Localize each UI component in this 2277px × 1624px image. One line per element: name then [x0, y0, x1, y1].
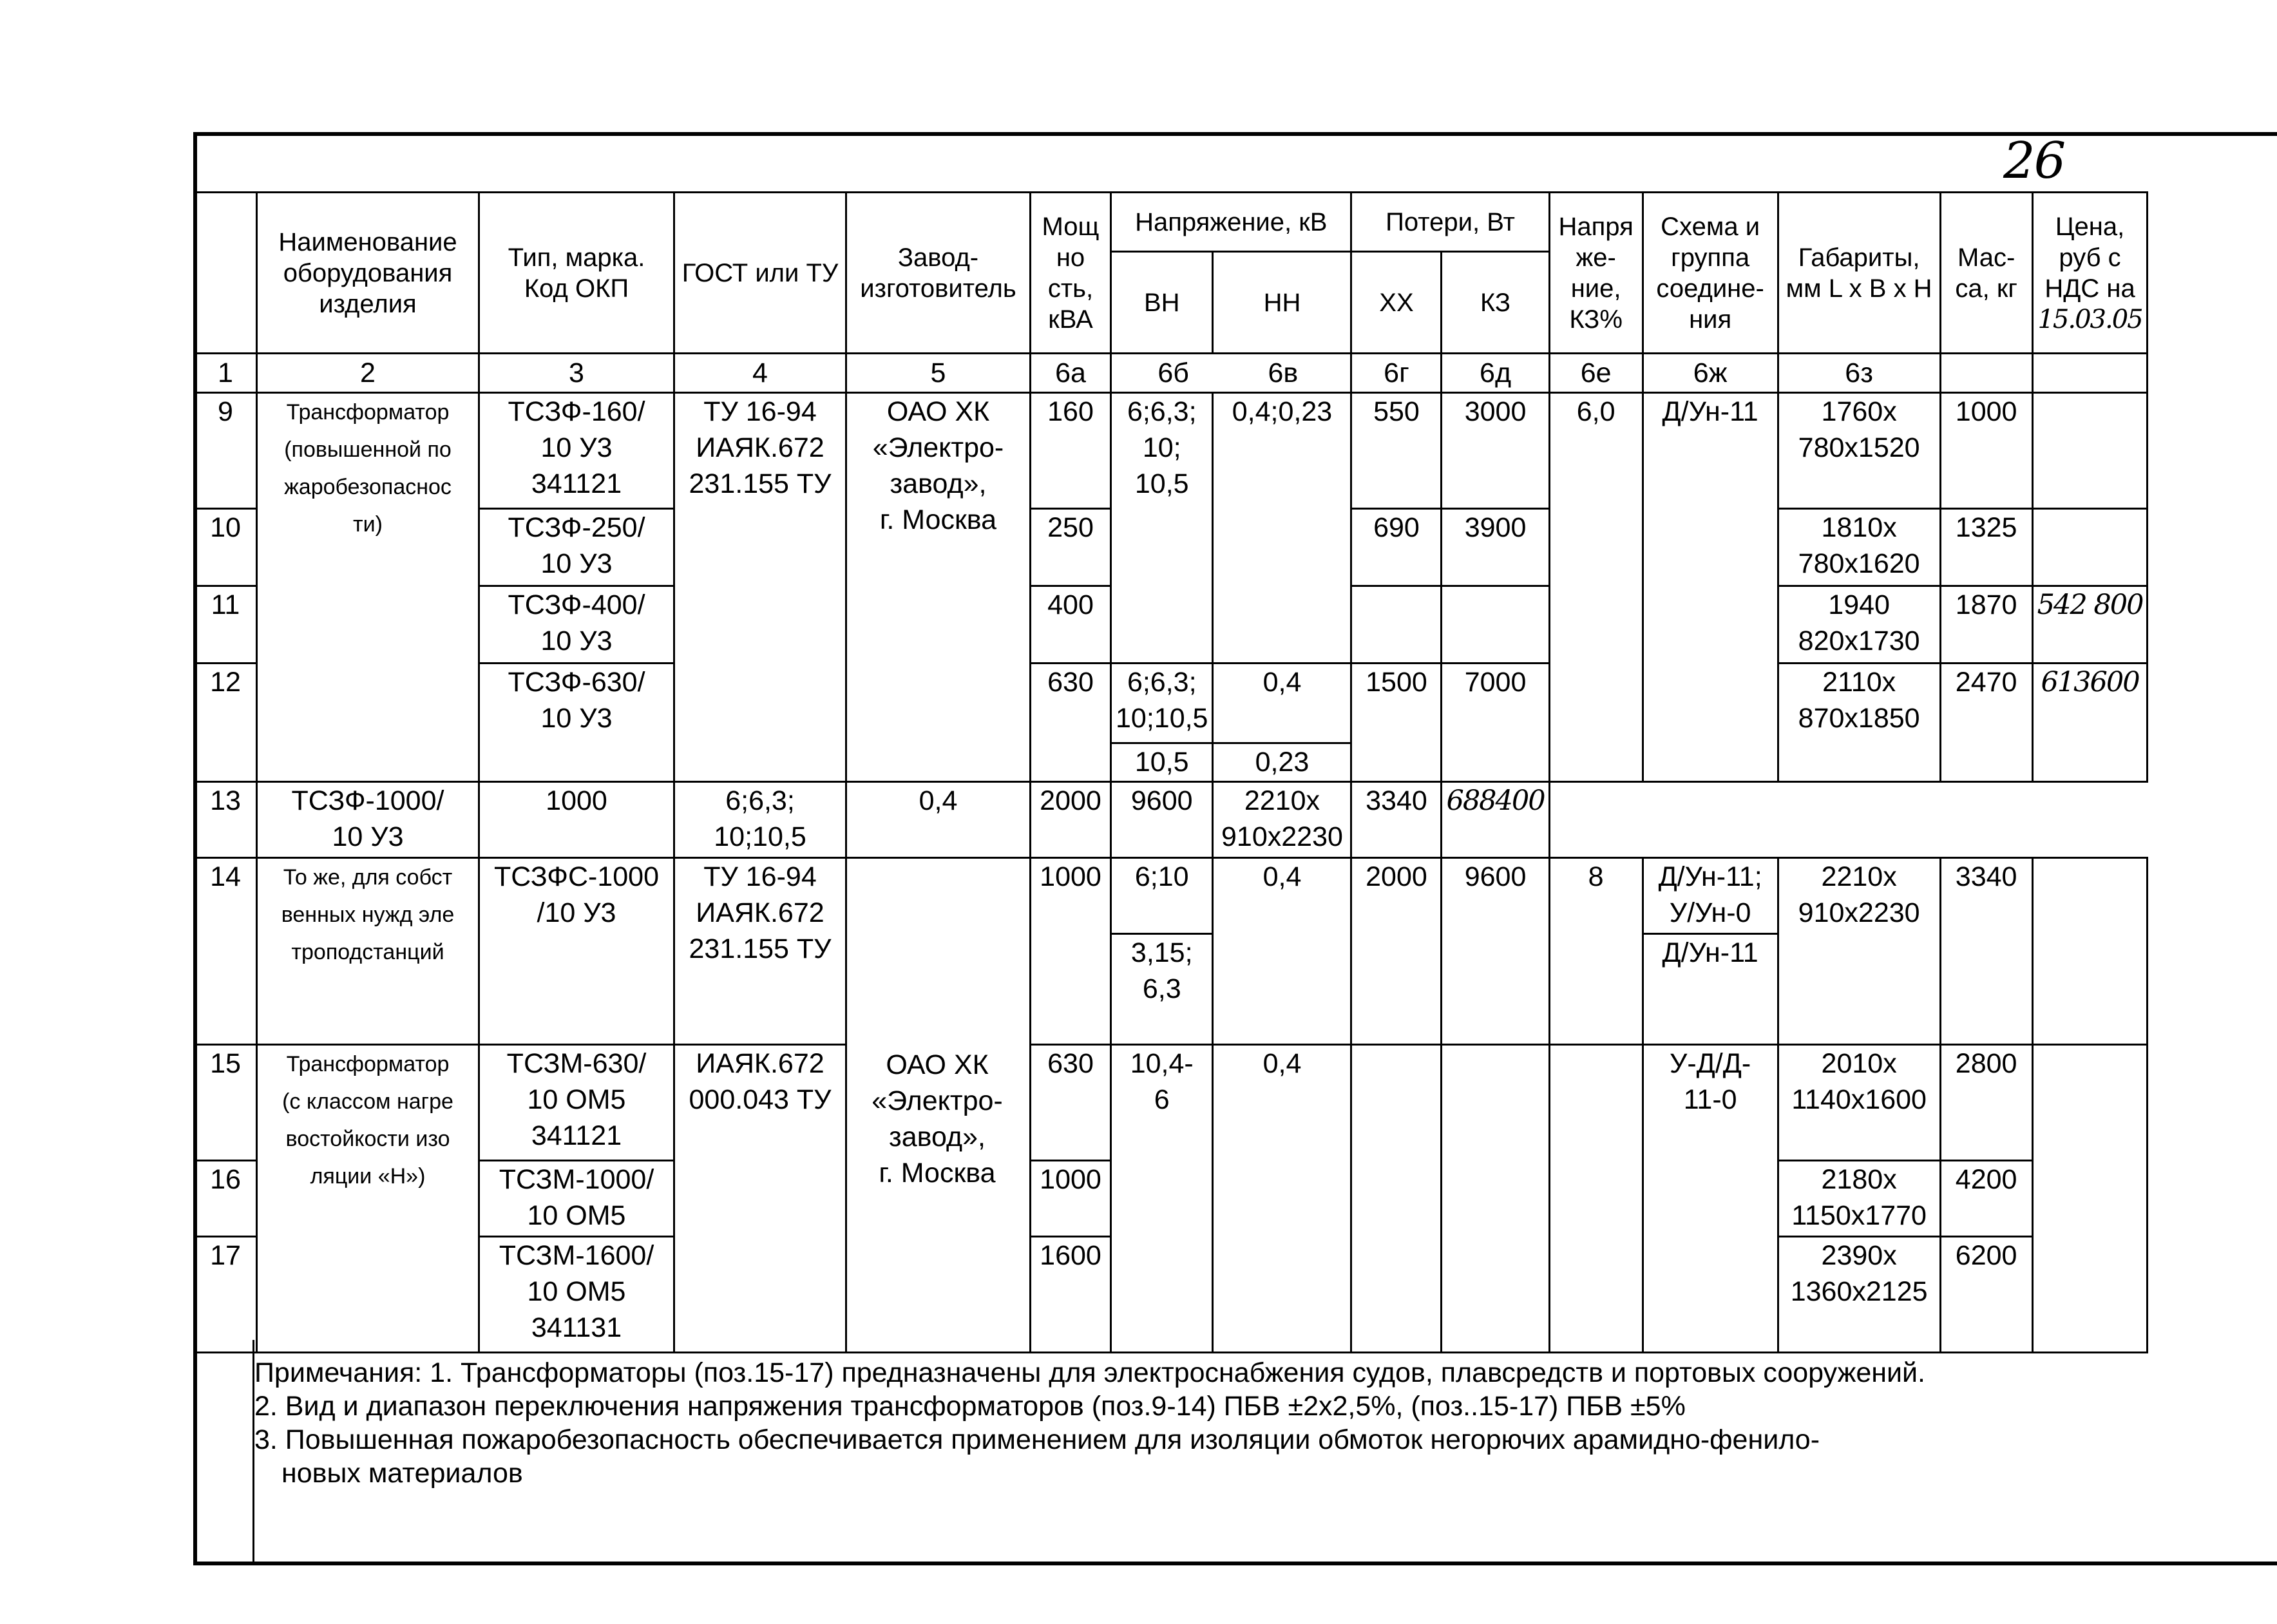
header-price-date: 15.03.05 [2037, 304, 2142, 334]
row-index: 9 [195, 393, 257, 509]
type-cell: ТСЗФ-1000/ 10 У3 [257, 782, 479, 858]
header-name: Наименование оборудования изделия [257, 193, 479, 354]
losses-xx-cell [1351, 1045, 1442, 1353]
losses-xx-cell: 2000 [1031, 782, 1111, 858]
column-number: 6е [1549, 354, 1643, 393]
price-cell: 688400 [1442, 782, 1549, 858]
voltage-hv-cell: 6;6,3; 10;10,5 [674, 782, 846, 858]
voltage-hv-cell: 3,15; 6,3 [1111, 934, 1213, 1045]
column-number: 3 [479, 354, 674, 393]
power-cell: 630 [1031, 1045, 1111, 1161]
voltage-lv-cell: 0,4;0,23 [1213, 393, 1351, 664]
table-row [195, 393, 2148, 509]
losses-kz-cell: 9600 [1442, 858, 1549, 1045]
type-cell: ТСЗМ-1600/ 10 ОМ5 341131 [479, 1237, 674, 1353]
column-number: 6ж [1643, 354, 1778, 393]
column-number [1940, 354, 2032, 393]
header-row [195, 193, 2148, 252]
header-voltage-lv: НН [1213, 252, 1351, 354]
losses-kz-cell: 9600 [1111, 782, 1213, 858]
equipment-name-cell: Трансформатор (повышенной по жаробезопаснос ти) [257, 393, 479, 782]
type-cell: ТСЗМ-630/ 10 ОМ5 341121 [479, 1045, 674, 1161]
dimensions-cell: 2010x 1140x1600 [1778, 1045, 1940, 1161]
header-mass: Мас- са, кг [1940, 193, 2032, 354]
table-row [195, 858, 2148, 934]
mass-cell: 3340 [1940, 858, 2032, 1045]
row-index: 12 [195, 664, 257, 782]
mass-cell: 1870 [1940, 586, 2032, 664]
header-losses-no-load: ХХ [1351, 252, 1442, 354]
losses-kz-cell: 3900 [1442, 509, 1549, 586]
equipment-name-cell: То же, для собст венных нужд эле троподстанций [257, 858, 479, 1045]
type-cell: ТСЗФС-1000 /10 У3 [479, 858, 674, 1045]
mass-cell: 3340 [1351, 782, 1442, 858]
losses-kz-cell: 3000 [1442, 393, 1549, 509]
header-dimensions: Габариты, мм L x B x H [1778, 193, 1940, 354]
type-cell: ТСЗФ-400/ 10 У3 [479, 586, 674, 664]
column-number: 6г [1351, 354, 1442, 393]
equipment-name-cell: Трансформатор (с классом нагре востойкости изо ляции «Н») [257, 1045, 479, 1353]
voltage-lv-cell: 0,4 [1213, 1045, 1351, 1353]
note-line: Примечания: 1. Трансформаторы (поз.15-17) предназначены для электроснабжения судов, плавсредств и портовых сооружений. [254, 1357, 1925, 1388]
header-losses-short-circuit: КЗ [1442, 252, 1549, 354]
mass-cell: 2470 [1940, 664, 2032, 782]
dimensions-cell: 1810x 780x1620 [1778, 509, 1940, 586]
gost-cell: ТУ 16-94 ИАЯК.672 231.155 ТУ [674, 858, 846, 1045]
row-index: 13 [195, 782, 257, 858]
price-cell: 542 800 [2032, 586, 2148, 664]
scheme-cell: Д/Ун-11 [1643, 393, 1778, 782]
dimensions-cell: 1760x 780x1520 [1778, 393, 1940, 509]
price-cell [2032, 1045, 2148, 1353]
header-index [195, 193, 257, 354]
scheme-cell: У-Д/Д- 11-0 [1643, 1045, 1778, 1353]
type-cell: ТСЗМ-1000/ 10 ОМ5 [479, 1161, 674, 1237]
table-row [195, 664, 2148, 743]
price-cell [2032, 509, 2148, 586]
column-number: 6а [1031, 354, 1111, 393]
voltage-hv-cell: 10,5 [1111, 743, 1213, 782]
power-cell: 630 [1031, 664, 1111, 782]
header-price-label: Цена, руб с НДС на [2044, 212, 2135, 303]
voltage-lv-cell: 0,4 [846, 782, 1031, 858]
losses-kz-cell [1442, 586, 1549, 664]
column-number: 6д [1442, 354, 1549, 393]
row-index: 11 [195, 586, 257, 664]
column-number: 4 [674, 354, 846, 393]
header-gost: ГОСТ или ТУ [674, 193, 846, 354]
mass-cell: 6200 [1940, 1237, 2032, 1353]
power-cell: 250 [1031, 509, 1111, 586]
scheme-cell: Д/Ун-11; У/Ун-0 [1643, 858, 1778, 934]
table-row [195, 1045, 2148, 1161]
voltage-hv-cell: 10,4- 6 [1111, 1045, 1213, 1353]
scheme-cell: Д/Ун-11 [1643, 934, 1778, 1045]
type-cell: ТСЗФ-250/ 10 У3 [479, 509, 674, 586]
power-cell: 1000 [479, 782, 674, 858]
column-number [2032, 354, 2148, 393]
header-price [2032, 193, 2148, 354]
dimensions-cell: 2210x 910x2230 [1778, 858, 1940, 1045]
header-maker: Завод-изготовитель [846, 193, 1031, 354]
voltage-hv-cell: 6;6,3; 10; 10,5 [1111, 393, 1213, 664]
table-row [195, 782, 2148, 858]
row-index: 17 [195, 1237, 257, 1353]
column-numbers-row [195, 354, 2148, 393]
power-cell: 1600 [1031, 1237, 1111, 1353]
header-scheme: Схема и группа соедине- ния [1643, 193, 1778, 354]
price-cell: 613600 [2032, 664, 2148, 782]
price-cell [2032, 858, 2148, 1045]
header-type: Тип, марка. Код ОКП [479, 193, 674, 354]
losses-xx-cell: 690 [1351, 509, 1442, 586]
header-short-circuit-voltage: Напря же- ние, КЗ% [1549, 193, 1643, 354]
page-number: 26 [2003, 132, 2065, 190]
voltage-lv-cell: 0,4 [1213, 664, 1351, 743]
dimensions-cell: 1940 820x1730 [1778, 586, 1940, 664]
header-voltage: Напряжение, кВ [1111, 193, 1351, 252]
column-number: 2 [257, 354, 479, 393]
power-cell: 1000 [1031, 1161, 1111, 1237]
power-cell: 400 [1031, 586, 1111, 664]
type-cell: ТСЗФ-630/ 10 У3 [479, 664, 674, 782]
note-line: 3. Повышенная пожаробезопасность обеспечивается применением для изоляции обмоток негорючих арамидно-фенило- [254, 1424, 1820, 1455]
voltage-hv-cell: 6;6,3; 10;10,5 [1111, 664, 1213, 743]
column-number: 1 [195, 354, 257, 393]
ukz-cell [1549, 1045, 1643, 1353]
row-index: 16 [195, 1161, 257, 1237]
mass-cell: 1000 [1940, 393, 2032, 509]
ukz-cell: 6,0 [1549, 393, 1643, 782]
gost-cell: ТУ 16-94 ИАЯК.672 231.155 ТУ [674, 393, 846, 782]
row-index: 15 [195, 1045, 257, 1161]
row-index: 14 [195, 858, 257, 1045]
mass-cell: 1325 [1940, 509, 2032, 586]
column-number: 5 [846, 354, 1031, 393]
header-losses: Потери, Вт [1351, 193, 1549, 252]
dimensions-cell: 2180x 1150x1770 [1778, 1161, 1940, 1237]
losses-kz-cell: 7000 [1442, 664, 1549, 782]
losses-xx-cell [1351, 586, 1442, 664]
mass-cell: 4200 [1940, 1161, 2032, 1237]
row-index: 10 [195, 509, 257, 586]
losses-xx-cell: 550 [1351, 393, 1442, 509]
maker-cell-group2: ОАО ХК «Электро- завод», г. Москва [872, 1049, 1003, 1189]
dimensions-cell: 2210x 910x2230 [1213, 782, 1351, 858]
losses-xx-cell: 1500 [1351, 664, 1442, 782]
column-number: 6б 6в [1111, 354, 1351, 393]
voltage-hv-cell: 6;10 [1111, 858, 1213, 934]
equipment-spec-table [193, 191, 2148, 1353]
voltage-lv-cell: 0,4 [1213, 858, 1351, 1045]
losses-xx-cell: 2000 [1351, 858, 1442, 1045]
power-cell: 160 [1031, 393, 1111, 509]
dimensions-cell: 2110x 870x1850 [1778, 664, 1940, 782]
notes-block [254, 1356, 2264, 1490]
gost-cell: ИАЯК.672 000.043 ТУ [674, 1045, 846, 1353]
type-cell: ТСЗФ-160/ 10 У3 341121 [479, 393, 674, 509]
note-line: новых материалов [281, 1458, 523, 1489]
price-cell [2032, 393, 2148, 509]
power-cell: 1000 [1031, 858, 1111, 1045]
header-power: Мощ но сть, кВА [1031, 193, 1111, 354]
maker-cell: ОАО ХК «Электро- завод», г. Москва [846, 393, 1031, 782]
losses-kz-cell [1442, 1045, 1549, 1353]
header-voltage-hv: ВН [1111, 252, 1213, 354]
ukz-cell: 8 [1549, 858, 1643, 1045]
voltage-lv-cell: 0,23 [1213, 743, 1351, 782]
dimensions-cell: 2390x 1360x2125 [1778, 1237, 1940, 1353]
note-line: 2. Вид и диапазон переключения напряжения трансформаторов (поз.9-14) ПБВ ±2x2,5%, (поз..15-17) ПБВ ±5% [254, 1391, 1686, 1422]
mass-cell: 2800 [1940, 1045, 2032, 1161]
column-number: 6з [1778, 354, 1940, 393]
